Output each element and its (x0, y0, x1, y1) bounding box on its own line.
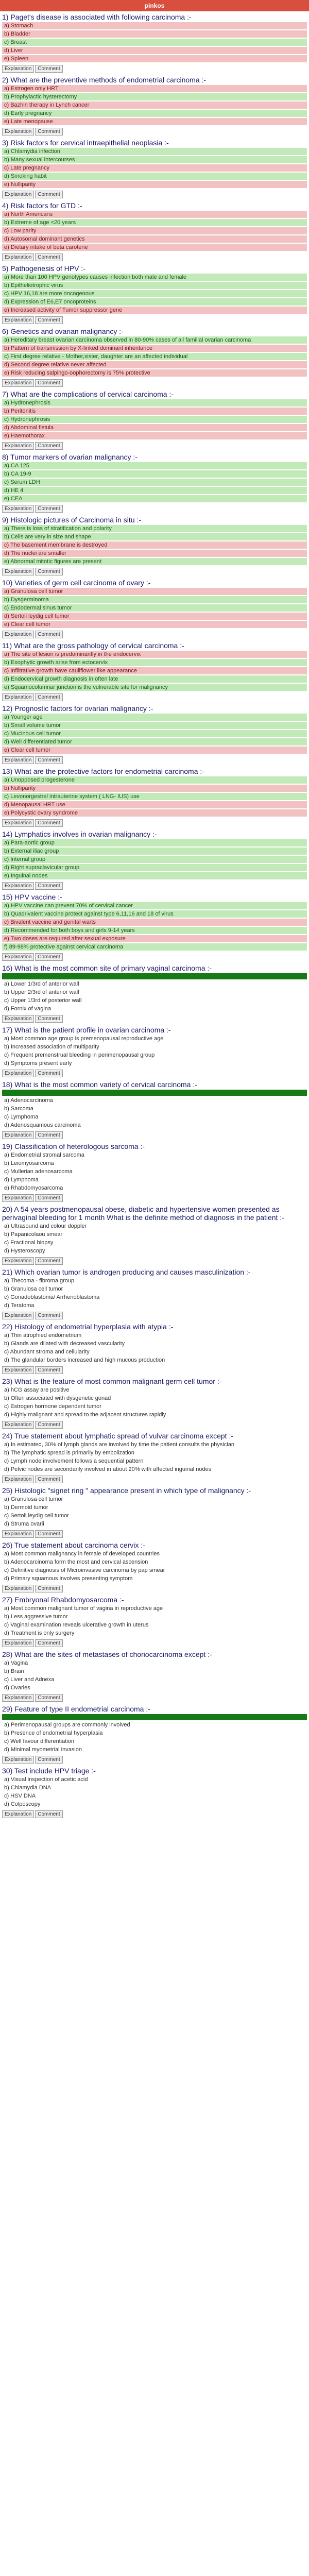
question-actions (2, 378, 307, 387)
comment-button[interactable]: Comment (35, 756, 62, 764)
question-title: 18) What is the most common variety of cervical carcinoma :- (2, 1080, 197, 1089)
explanation-button[interactable]: Explanation (2, 1194, 34, 1202)
answer-option[interactable]: b) Nulliparity (2, 785, 307, 792)
question-title: 19) Classification of heterologous sarcoma :- (2, 1142, 145, 1150)
answer-option[interactable]: d) Sertoli leydig cell tumor (2, 613, 307, 620)
answer-option[interactable]: b) Pattern of transmission by X-linked dominant inheritance (2, 345, 307, 352)
question-title: 8) Tumor markers of ovarian malignancy :- (2, 453, 138, 461)
answer-option[interactable]: d) Struma ovarii (2, 1520, 307, 1528)
comment-button[interactable]: Comment (35, 1070, 62, 1077)
answer-option[interactable]: e) Squamocolumnar junction is the vulnerable site for malignancy (2, 684, 307, 691)
question-actions (2, 630, 307, 638)
answer-highlight-bar (2, 1714, 307, 1720)
explanation-button[interactable]: Explanation (2, 1530, 34, 1538)
question-title: 22) Histology of endometrial hyperplasia with atypia :- (2, 1323, 174, 1331)
answer-option[interactable]: a) Ultrasound and colour doppler (2, 1223, 307, 1230)
answer-option[interactable]: c) Fractional biopsy (2, 1239, 307, 1246)
question-title: 9) Histologic pictures of Carcinoma in situ :- (2, 516, 141, 524)
answer-option[interactable]: a) Vagina (2, 1659, 307, 1667)
question-title: 16) What is the most common site of primary vaginal carcinoma :- (2, 964, 212, 972)
explanation-button[interactable]: Explanation (2, 65, 34, 73)
question-block (0, 1596, 309, 1647)
question-block (0, 1767, 309, 1818)
answer-option[interactable]: c) Levonorgestrel intrauterine system ( LNG- IUS) use (2, 793, 307, 800)
comment-button[interactable]: Comment (35, 819, 62, 827)
answer-option[interactable]: c) Hydronephrosis (2, 416, 307, 423)
question-block (0, 893, 309, 961)
answer-option[interactable]: b) Presence of endometrial hyperplasia (2, 1730, 307, 1737)
explanation-button[interactable]: Explanation (2, 756, 34, 764)
question-block (0, 1026, 309, 1077)
comment-button[interactable]: Comment (35, 505, 62, 513)
question-actions (2, 818, 307, 827)
answer-option[interactable]: d) Expression of E6,E7 oncoproteins (2, 298, 307, 306)
question-block (0, 13, 309, 73)
answer-option[interactable]: a) There is loss of stratification and polarity (2, 525, 307, 532)
answer-option[interactable]: b) Cells are very in size and shape (2, 533, 307, 540)
answer-option[interactable]: a) The site of lesion is predominantly in the endocervix (2, 651, 307, 658)
answer-option[interactable]: d) Symptoms present early (2, 1060, 307, 1067)
comment-button[interactable]: Comment (35, 882, 62, 890)
answer-option[interactable]: b) Many sexual intercourses (2, 156, 307, 163)
answer-option[interactable]: b) Prophylactic hysterectomy (2, 93, 307, 100)
answer-option[interactable]: a) Most common malignancy in female of developed countries (2, 1550, 307, 1557)
question-block (0, 1705, 309, 1764)
explanation-button[interactable]: Explanation (2, 442, 34, 450)
answer-option[interactable]: b) Adenocarcinoma form the most and cervical ascension (2, 1558, 307, 1566)
answer-option[interactable]: e) Spleen (2, 55, 307, 62)
explanation-button[interactable]: Explanation (2, 1015, 34, 1023)
answer-option[interactable]: e) Clear cell tumor (2, 621, 307, 628)
question-title: 23) What is the feature of most common malignant germ cell tumor :- (2, 1377, 222, 1385)
explanation-button[interactable]: Explanation (2, 1639, 34, 1647)
quiz-list (0, 13, 309, 1818)
answer-option[interactable]: c) First degree relative - Mother,sister, daughter are an affected individual (2, 353, 307, 360)
comment-button[interactable]: Comment (35, 1131, 62, 1139)
comment-button[interactable]: Comment (35, 568, 62, 575)
answer-highlight-bar (2, 1090, 307, 1096)
answer-option[interactable]: b) Leiomyosarcoma (2, 1160, 307, 1167)
question-block (0, 1205, 309, 1265)
explanation-button[interactable]: Explanation (2, 1476, 34, 1483)
comment-button[interactable]: Comment (35, 1810, 62, 1818)
question-actions (2, 190, 307, 198)
question-title: 17) What is the patient profile in ovarian carcinoma :- (2, 1026, 171, 1034)
answer-option[interactable]: a) Adenocarcinoma (2, 1097, 307, 1104)
answer-option[interactable]: c) Bivalent vaccine and genital warts (2, 919, 307, 926)
question-actions (2, 1584, 307, 1592)
answer-option[interactable]: e) Clear cell tumor (2, 747, 307, 754)
comment-button[interactable]: Comment (35, 1476, 62, 1483)
answer-option[interactable]: c) Sertoli leydig cell tumor (2, 1512, 307, 1519)
answer-option[interactable]: e) Nulliparity (2, 181, 307, 188)
question-block (0, 327, 309, 387)
explanation-button[interactable]: Explanation (2, 1070, 34, 1077)
answer-option[interactable]: a) Granulosa cell tumor (2, 588, 307, 595)
question-title: 2) What are the preventive methods of endometrial carcinoma :- (2, 76, 207, 84)
explanation-button[interactable]: Explanation (2, 1312, 34, 1319)
answer-option[interactable]: c) Bazhin therapy in Lynch cancer (2, 101, 307, 109)
explanation-button[interactable]: Explanation (2, 631, 34, 638)
answer-option[interactable]: b) Glands are dilated with decreased vascularity (2, 1340, 307, 1347)
answer-option[interactable]: a) Thecoma - fibroma group (2, 1277, 307, 1284)
explanation-button[interactable]: Explanation (2, 1756, 34, 1764)
question-title: 7) What are the complications of cervical carcinoma :- (2, 390, 174, 398)
answer-option[interactable]: b) The lymphatic spread is primarily by embolization (2, 1449, 307, 1456)
answer-option[interactable]: b) Chlamydia DNA (2, 1784, 307, 1791)
answer-highlight-bar (2, 973, 307, 979)
answer-option[interactable]: e) Dietary intake of beta carotene (2, 244, 307, 251)
answer-option[interactable]: c) Definitive diagnosis of Microinvasive carcinoma by pap smear (2, 1567, 307, 1574)
comment-button[interactable]: Comment (35, 1015, 62, 1023)
answer-option[interactable]: d) HE 4 (2, 487, 307, 494)
explanation-button[interactable]: Explanation (2, 316, 34, 324)
answer-option[interactable]: d) Pelvic nodes are secondarily involved in about 20% with affected inguinal nodes (2, 1466, 307, 1473)
answer-option[interactable]: c) Frequent premenstrual bleeding in perimenopausal group (2, 1052, 307, 1059)
app-title: pinkos (144, 2, 165, 9)
question-actions (2, 1529, 307, 1538)
comment-button[interactable]: Comment (35, 1257, 62, 1265)
question-title: 28) What are the sites of metastases of choriocarcinoma except :- (2, 1650, 212, 1658)
answer-option[interactable]: b) Upper 2/3rd of anterior wall (2, 989, 307, 996)
comment-button[interactable]: Comment (35, 253, 62, 261)
question-actions (2, 127, 307, 135)
answer-option[interactable]: c) Breast (2, 39, 307, 46)
question-actions (2, 567, 307, 575)
question-title: 4) Risk factors for GTD :- (2, 201, 82, 210)
answer-option[interactable]: e) Risk reducing salpingo-oophorectomy is 75% protective (2, 369, 307, 377)
answer-option[interactable]: d) Adenosquamous carcinoma (2, 1122, 307, 1129)
question-block (0, 139, 309, 198)
answer-option[interactable]: c) Well favour differentiation (2, 1738, 307, 1745)
explanation-button[interactable]: Explanation (2, 1694, 34, 1702)
question-actions (2, 64, 307, 73)
question-actions (2, 755, 307, 764)
question-block (0, 1268, 309, 1319)
answer-option[interactable]: e) CEA (2, 495, 307, 502)
answer-option[interactable]: c) Upper 1/3rd of posterior wall (2, 997, 307, 1004)
question-actions (2, 952, 307, 961)
question-title: 29) Feature of type II endometrial carcinoma :- (2, 1705, 150, 1713)
answer-option[interactable]: a) Granulosa cell tumor (2, 1496, 307, 1503)
question-title: 26) True statement about carcinoma cervix :- (2, 1541, 145, 1549)
answer-option[interactable]: d) Autosomal dominant genetics (2, 235, 307, 243)
answer-option[interactable]: b) Less aggressive tumor (2, 1613, 307, 1620)
explanation-button[interactable]: Explanation (2, 1366, 34, 1374)
answer-option[interactable]: d) Treatment is only surgery (2, 1630, 307, 1637)
comment-button[interactable]: Comment (35, 379, 62, 387)
answer-option[interactable]: b) Exophytic growth arise from ectocervix (2, 659, 307, 666)
answer-option[interactable]: c) Late pregnancy (2, 164, 307, 172)
answer-option[interactable]: a) Chlamydia infection (2, 148, 307, 155)
answer-option[interactable]: d) Hysteroscopy (2, 1247, 307, 1255)
answer-option[interactable]: d) The nuclei are smaller (2, 550, 307, 557)
explanation-button[interactable]: Explanation (2, 1421, 34, 1429)
explanation-button[interactable]: Explanation (2, 693, 34, 701)
answer-option[interactable]: d) Endocervical growth diagnosis in often late (2, 675, 307, 683)
answer-option[interactable]: d) Second degree relative never affected (2, 361, 307, 368)
question-actions (2, 692, 307, 701)
answer-option[interactable]: d) Recommended for both boys and girls 9-14 years (2, 927, 307, 934)
explanation-button[interactable]: Explanation (2, 953, 34, 961)
answer-option[interactable]: a) Para-aortic group (2, 839, 307, 846)
answer-option[interactable]: d) Ovaries (2, 1684, 307, 1691)
answer-option[interactable]: a) Endometrial stromal sarcoma (2, 1151, 307, 1159)
answer-option[interactable]: a) Visual inspection of acetic acid (2, 1776, 307, 1783)
answer-option[interactable]: b) Papanicolaou smear (2, 1231, 307, 1238)
answer-option[interactable]: c) Vaginal examination reveals ulcerative growth in uterus (2, 1621, 307, 1629)
answer-option[interactable]: b) External iliac group (2, 848, 307, 855)
question-actions (2, 1755, 307, 1764)
answer-option[interactable]: e) Inguinal nodes (2, 872, 307, 879)
comment-button[interactable]: Comment (35, 693, 62, 701)
answer-option[interactable]: a) More than 100 HPV genotypes causes infection both male and female (2, 274, 307, 281)
question-block (0, 76, 309, 135)
question-block (0, 516, 309, 575)
answer-option[interactable]: a) CA 125 (2, 462, 307, 469)
question-title: 15) HPV vaccine :- (2, 893, 62, 901)
answer-option[interactable]: a) Thin atrophied endometrium (2, 1332, 307, 1339)
answer-option[interactable]: c) Lymph node involvement follows a sequential pattern (2, 1458, 307, 1465)
comment-button[interactable]: Comment (35, 1421, 62, 1429)
question-actions (2, 1069, 307, 1077)
comment-button[interactable]: Comment (35, 128, 62, 135)
question-block (0, 1650, 309, 1702)
answer-option[interactable]: c) Internal group (2, 856, 307, 863)
question-actions (2, 1256, 307, 1265)
question-actions (2, 1193, 307, 1202)
comment-button[interactable]: Comment (35, 65, 62, 73)
question-block (0, 1142, 309, 1202)
question-block (0, 964, 309, 1023)
question-actions (2, 1130, 307, 1139)
explanation-button[interactable]: Explanation (2, 505, 34, 513)
answer-option[interactable]: b) Quadrivalent vaccine protect against type 6,11,16 and 18 of virus (2, 910, 307, 918)
answer-option[interactable]: d) Liver (2, 47, 307, 54)
answer-option[interactable]: a) Most common malignant tumor of vagina in reproductive age (2, 1605, 307, 1612)
question-block (0, 1323, 309, 1374)
answer-option[interactable]: d) Early pregnancy (2, 110, 307, 117)
answer-option[interactable]: b) Peritonitis (2, 408, 307, 415)
comment-button[interactable]: Comment (35, 442, 62, 450)
explanation-button[interactable]: Explanation (2, 379, 34, 387)
explanation-button[interactable]: Explanation (2, 128, 34, 135)
answer-option[interactable]: d) Abdominal fistula (2, 424, 307, 431)
answer-option[interactable]: c) Low parity (2, 227, 307, 234)
answer-option[interactable]: b) Increased association of multiparity (2, 1043, 307, 1050)
question-title: 27) Embryonal Rhabdomyosarcoma :- (2, 1596, 124, 1604)
question-title: 5) Pathogenesis of HPV :- (2, 264, 85, 273)
question-block (0, 201, 309, 261)
question-block (0, 453, 309, 513)
question-title: 12) Prognostic factors for ovarian malignancy :- (2, 704, 153, 713)
question-block (0, 1080, 309, 1139)
question-actions (2, 315, 307, 324)
answer-option[interactable]: c) Liver and Adnexa (2, 1676, 307, 1683)
answer-option[interactable]: c) HSV DNA (2, 1792, 307, 1800)
answer-option[interactable]: a) Estrogen only HRT (2, 85, 307, 92)
explanation-button[interactable]: Explanation (2, 1810, 34, 1818)
answer-option[interactable]: b) Bladder (2, 30, 307, 38)
answer-option[interactable]: e) Polycystic ovary syndrome (2, 809, 307, 817)
question-title: 11) What are the gross pathology of cervical carcinoma :- (2, 641, 184, 650)
comment-button[interactable]: Comment (35, 1194, 62, 1202)
question-actions (2, 441, 307, 450)
answer-option[interactable]: c) Endodermal sinus tumor (2, 604, 307, 612)
question-block (0, 830, 309, 890)
answer-option[interactable]: c) Estrogen hormone dependent tumor (2, 1403, 307, 1410)
question-actions (2, 1475, 307, 1483)
question-block (0, 704, 309, 764)
answer-option[interactable]: d) Lymphoma (2, 1176, 307, 1183)
comment-button[interactable]: Comment (35, 191, 62, 198)
answer-option[interactable]: b) CA 19-9 (2, 470, 307, 478)
question-block (0, 579, 309, 638)
question-block (0, 767, 309, 827)
answer-option[interactable]: a) Unopposed progesterone (2, 776, 307, 784)
answer-option[interactable]: d) Menopausal HRT use (2, 801, 307, 808)
question-block (0, 1541, 309, 1592)
question-block (0, 264, 309, 324)
comment-button[interactable]: Comment (35, 1639, 62, 1647)
question-actions (2, 881, 307, 890)
answer-option[interactable]: a) Hydronephrosis (2, 399, 307, 406)
answer-option[interactable]: c) Infiltrative growth have cauliflower like appearance (2, 667, 307, 674)
explanation-button[interactable]: Explanation (2, 253, 34, 261)
explanation-button[interactable]: Explanation (2, 1585, 34, 1592)
question-actions (2, 1014, 307, 1023)
answer-option[interactable]: d) Well differentiated tumor (2, 738, 307, 745)
explanation-button[interactable]: Explanation (2, 819, 34, 827)
explanation-button[interactable]: Explanation (2, 882, 34, 890)
answer-option[interactable]: a) Lower 1/3rd of anterior wall (2, 980, 307, 988)
answer-option[interactable]: d) Smoking habit (2, 173, 307, 180)
question-title: 25) Histologic "signet ring " appearance present in which type of malignancy :- (2, 1486, 251, 1495)
answer-option[interactable]: e) Abnormal mitotic figures are present (2, 558, 307, 565)
explanation-button[interactable]: Explanation (2, 568, 34, 575)
question-title: 24) True statement about lymphatic spread of vulvar carcinoma except :- (2, 1432, 233, 1440)
question-actions (2, 504, 307, 513)
question-title: 3) Risk factors for cervical intraepithelial neoplasia :- (2, 139, 169, 147)
answer-option[interactable]: d) Fornix of vagina (2, 1005, 307, 1012)
question-block (0, 390, 309, 450)
answer-option[interactable]: d) Right supraclavicular group (2, 864, 307, 871)
answer-option[interactable]: d) Highly malignant and spread to the adjacent structures rapidly (2, 1411, 307, 1418)
answer-option[interactable]: c) HPV 16,18 are more oncogenous (2, 290, 307, 297)
question-block (0, 641, 309, 701)
question-actions (2, 1638, 307, 1647)
answer-option[interactable]: c) Mullerian adenosarcoma (2, 1168, 307, 1175)
answer-option[interactable]: b) Sarcoma (2, 1105, 307, 1112)
answer-option[interactable]: a) Stomach (2, 22, 307, 29)
question-actions (2, 252, 307, 261)
answer-option[interactable]: c) The basement membrane is destroyed (2, 541, 307, 549)
question-block (0, 1377, 309, 1429)
answer-option[interactable]: e) Late menopause (2, 118, 307, 125)
answer-option[interactable]: c) Mucinous cell tumor (2, 730, 307, 737)
answer-option[interactable]: a) hCG assay are positive (2, 1386, 307, 1394)
question-title: 30) Test include HPV triage :- (2, 1767, 96, 1775)
explanation-button[interactable]: Explanation (2, 1131, 34, 1139)
answer-option[interactable]: b) Dysgerminoma (2, 596, 307, 603)
answer-option[interactable]: e) Haemothorax (2, 432, 307, 439)
answer-option[interactable]: d) Primary squamous involves presenting symptom (2, 1575, 307, 1582)
question-actions (2, 1809, 307, 1818)
question-title: 20) A 54 years postmenopausal obese, diabetic and hypertensive women presented as perivaginal bleeding for 1 month What is the definite method of diagnosis in the patient :- (2, 1205, 284, 1222)
answer-option[interactable]: d) Teratoma (2, 1302, 307, 1309)
question-actions (2, 1420, 307, 1429)
question-actions (2, 1311, 307, 1319)
question-actions (2, 1693, 307, 1702)
comment-button[interactable]: Comment (35, 631, 62, 638)
answer-option[interactable]: a) In estimated, 30% of lymph glands are involved by time the patient consults the physician (2, 1441, 307, 1448)
answer-option[interactable]: e) Two doses are required after sexual exposure (2, 935, 307, 942)
question-title: 13) What are the protective factors for endometrial carcinoma :- (2, 767, 204, 775)
explanation-button[interactable]: Explanation (2, 1257, 34, 1265)
answer-option[interactable]: f) 89-98% protective against cervical carcinoma (2, 943, 307, 951)
answer-option[interactable]: b) Epitheliotrophic virus (2, 282, 307, 289)
answer-option[interactable]: a) Hereditary breast ovarian carcinoma observed in 80-90% cases of all familial ovarian carcinoma (2, 336, 307, 344)
answer-option[interactable]: d) The glandular borders increased and high mucous production (2, 1357, 307, 1364)
answer-option[interactable]: b) Extreme of age <20 years (2, 219, 307, 226)
question-title: 6) Genetics and ovarian malignancy :- (2, 327, 124, 335)
question-block (0, 1432, 309, 1483)
comment-button[interactable]: Comment (35, 1756, 62, 1764)
answer-option[interactable]: b) Small volume tumor (2, 722, 307, 729)
answer-option[interactable]: a) Most common age group is premenopausal reproductive age (2, 1035, 307, 1042)
answer-option[interactable]: a) Younger age (2, 714, 307, 721)
question-title: 14) Lymphatics involves in ovarian malignancy :- (2, 830, 157, 838)
question-block (0, 1486, 309, 1538)
comment-button[interactable]: Comment (35, 1312, 62, 1319)
comment-button[interactable]: Comment (35, 1694, 62, 1702)
answer-option[interactable]: b) Dermoid tumor (2, 1504, 307, 1511)
answer-option[interactable]: a) North Americans (2, 211, 307, 218)
answer-option[interactable]: b) Brain (2, 1668, 307, 1675)
comment-button[interactable]: Comment (35, 1585, 62, 1592)
comment-button[interactable]: Comment (35, 1366, 62, 1374)
answer-option[interactable]: e) Increased activity of Tumor suppressor gene (2, 307, 307, 314)
answer-option[interactable]: c) Lymphoma (2, 1113, 307, 1121)
explanation-button[interactable]: Explanation (2, 191, 34, 198)
answer-option[interactable]: a) Perimenopausal groups are commonly involved (2, 1721, 307, 1728)
answer-option[interactable]: b) Granulosa cell tumor (2, 1285, 307, 1293)
question-title: 1) Paget's disease is associated with following carcinoma :- (2, 13, 192, 21)
answer-option[interactable]: c) Abundant stroma and cellularity (2, 1348, 307, 1355)
comment-button[interactable]: Comment (35, 953, 62, 961)
answer-option[interactable]: e) Rhabdomyosarcoma (2, 1184, 307, 1192)
answer-option[interactable]: d) Colposcopy (2, 1801, 307, 1808)
answer-option[interactable]: d) Minimal myometrial invasion (2, 1746, 307, 1753)
question-title: 21) Which ovarian tumor is androgen producing and causes masculinization :- (2, 1268, 251, 1276)
comment-button[interactable]: Comment (35, 316, 62, 324)
answer-option[interactable]: c) Serum LDH (2, 479, 307, 486)
app-header (0, 0, 309, 11)
comment-button[interactable]: Comment (35, 1530, 62, 1538)
answer-option[interactable]: b) Often associated with dysgenetic gonad (2, 1395, 307, 1402)
question-actions (2, 1365, 307, 1374)
answer-option[interactable]: c) Gonadoblastoma/ Arrhenoblastoma (2, 1294, 307, 1301)
answer-option[interactable]: a) HPV vaccine can prevent 70% of cervical cancer (2, 902, 307, 909)
question-title: 10) Varieties of germ cell carcinoma of ovary :- (2, 579, 151, 587)
